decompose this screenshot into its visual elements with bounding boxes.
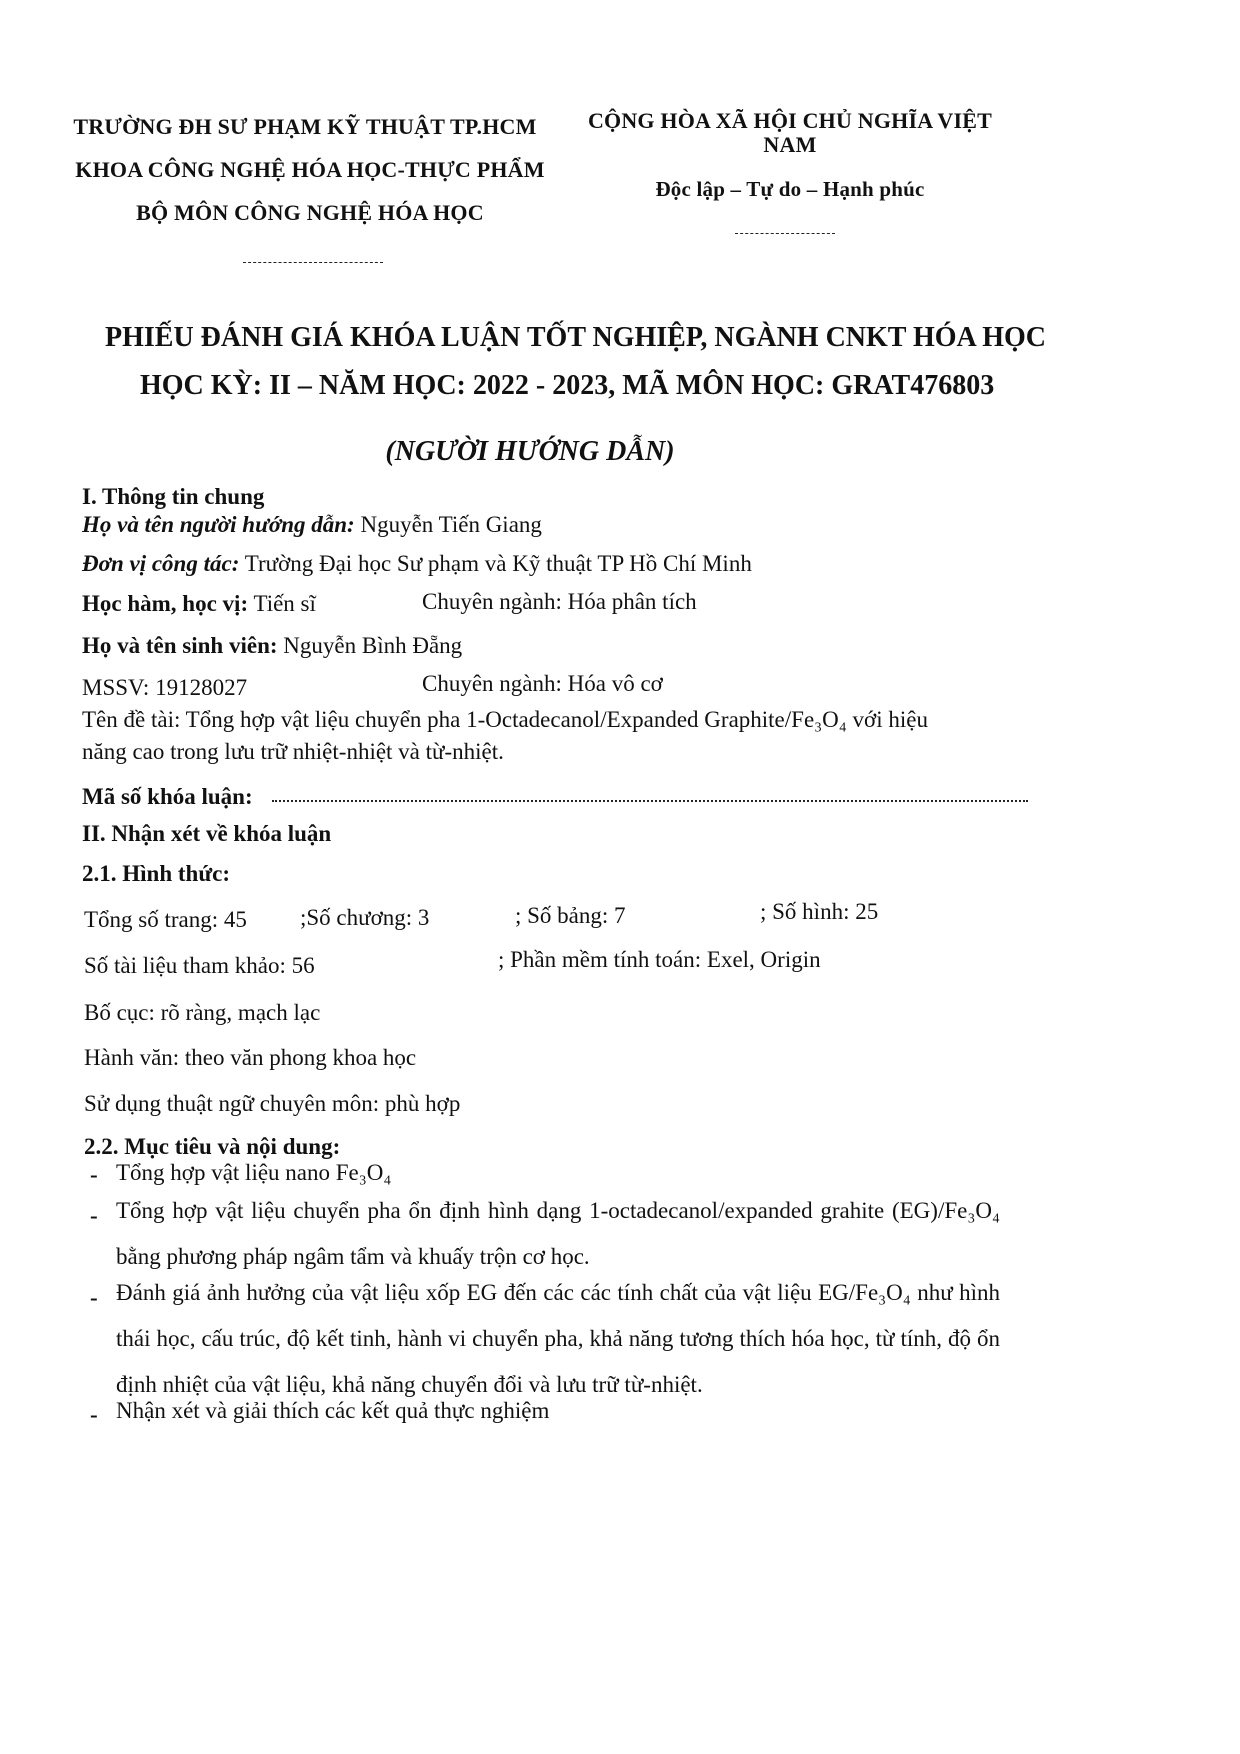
unit-value: Trường Đại học Sư phạm và Kỹ thuật TP Hồ Chí Minh [244, 551, 752, 576]
student-row [82, 633, 462, 659]
objectives-heading: 2.2. Mục tiêu và nội dung: [84, 1134, 341, 1159]
bullet-marker: - [90, 1203, 98, 1228]
student-major: Chuyên ngành: Hóa vô cơ [422, 671, 663, 696]
student-value: Nguyễn Bình Đẵng [283, 633, 463, 658]
unit-label: Đơn vị công tác: [82, 551, 240, 576]
section-2-heading: II. Nhận xét về khóa luận [82, 821, 332, 846]
advisor-label: Họ và tên người hướng dẫn: [82, 512, 355, 537]
topic-line-1: Tên đề tài: Tổng hợp vật liệu chuyển pha 1-Octadecanol/Expanded Graphite/Fe₃O₄ với hiệu [82, 707, 928, 732]
department-name: BỘ MÔN CÔNG NGHỆ HÓA HỌC [136, 200, 484, 225]
degree-row [82, 591, 316, 617]
topic-line-2: năng cao trong lưu trữ nhiệt-nhiệt và từ-nhiệt. [82, 739, 504, 764]
student-id: MSSV: 19128027 [82, 675, 248, 700]
form-heading: 2.1. Hình thức: [82, 861, 230, 886]
degree-value: Tiến sĩ [253, 591, 316, 616]
list-item: Tổng hợp vật liệu nano Fe₃O₄ [116, 1160, 392, 1185]
reference-count: Số tài liệu tham khảo: 56 [84, 953, 315, 978]
degree-label: Học hàm, học vị: [82, 591, 249, 616]
thesis-code-blank [272, 800, 1028, 802]
motto: Độc lập – Tự do – Hạnh phúc [655, 177, 925, 201]
terminology-comment: Sử dụng thuật ngữ chuyên môn: phù hợp [84, 1091, 461, 1116]
list-item: Nhận xét và giải thích các kết quả thực nghiệm [116, 1398, 550, 1423]
section-1-heading: I. Thông tin chung [82, 484, 265, 509]
list-item: Đánh giá ảnh hưởng của vật liệu xốp EG đến các các tính chất của vật liệu EG/Fe₃O₄ như hình thái học, cấu trúc, độ kết tinh, hành vi chuyển pha, khả năng tương thích hóa học, từ tính, độ ổn định nhiệt của vật liệu, khả năng chuyển đổi và lưu trữ từ-nhiệt. [116, 1280, 1000, 1397]
header-right-divider [735, 233, 835, 234]
page-count: Tổng số trang: 45 [84, 907, 247, 932]
bullet-marker: - [90, 1162, 98, 1187]
chapter-count: ;Số chương: 3 [300, 905, 430, 930]
bullet-marker: - [90, 1285, 98, 1310]
bullet-marker: - [90, 1402, 98, 1427]
layout-comment: Bố cục: rõ ràng, mạch lạc [84, 1000, 321, 1025]
role-line: (NGƯỜI HƯỚNG DẪN) [385, 436, 675, 467]
student-label: Họ và tên sinh viên: [82, 633, 278, 658]
table-count: ; Số bảng: 7 [515, 903, 626, 928]
thesis-code-label: Mã số khóa luận: [82, 784, 253, 809]
advisor-major: Chuyên ngành: Hóa phân tích [422, 589, 697, 614]
school-name: TRƯỜNG ĐH SƯ PHẠM KỸ THUẬT TP.HCM [73, 114, 537, 139]
advisor-row [82, 512, 542, 538]
page-title: PHIẾU ĐÁNH GIÁ KHÓA LUẬN TỐT NGHIỆP, NGÀNH CNKT HÓA HỌC [105, 322, 1046, 353]
writing-comment: Hành văn: theo văn phong khoa học [84, 1045, 417, 1070]
list-item: Tổng hợp vật liệu chuyển pha ổn định hình dạng 1-octadecanol/expanded grahite (EG)/Fe₃O₄ bằng phương pháp ngâm tẩm và khuấy trộn cơ học. [116, 1198, 1000, 1269]
country-name: CỘNG HÒA XÃ HỘI CHỦ NGHĨA VIỆT [587, 108, 993, 133]
figure-count: ; Số hình: 25 [760, 899, 879, 924]
software-used: ; Phần mềm tính toán: Exel, Origin [498, 947, 821, 972]
header-left-divider [243, 262, 383, 263]
semester-line: HỌC KỲ: II – NĂM HỌC: 2022 - 2023, MÃ MÔN HỌC: GRAT476803 [140, 370, 995, 401]
unit-row [82, 551, 752, 577]
advisor-value: Nguyễn Tiến Giang [360, 512, 542, 537]
faculty-name: KHOA CÔNG NGHỆ HÓA HỌC-THỰC PHẨM [75, 157, 545, 182]
country-name-cont: NAM [763, 132, 817, 157]
